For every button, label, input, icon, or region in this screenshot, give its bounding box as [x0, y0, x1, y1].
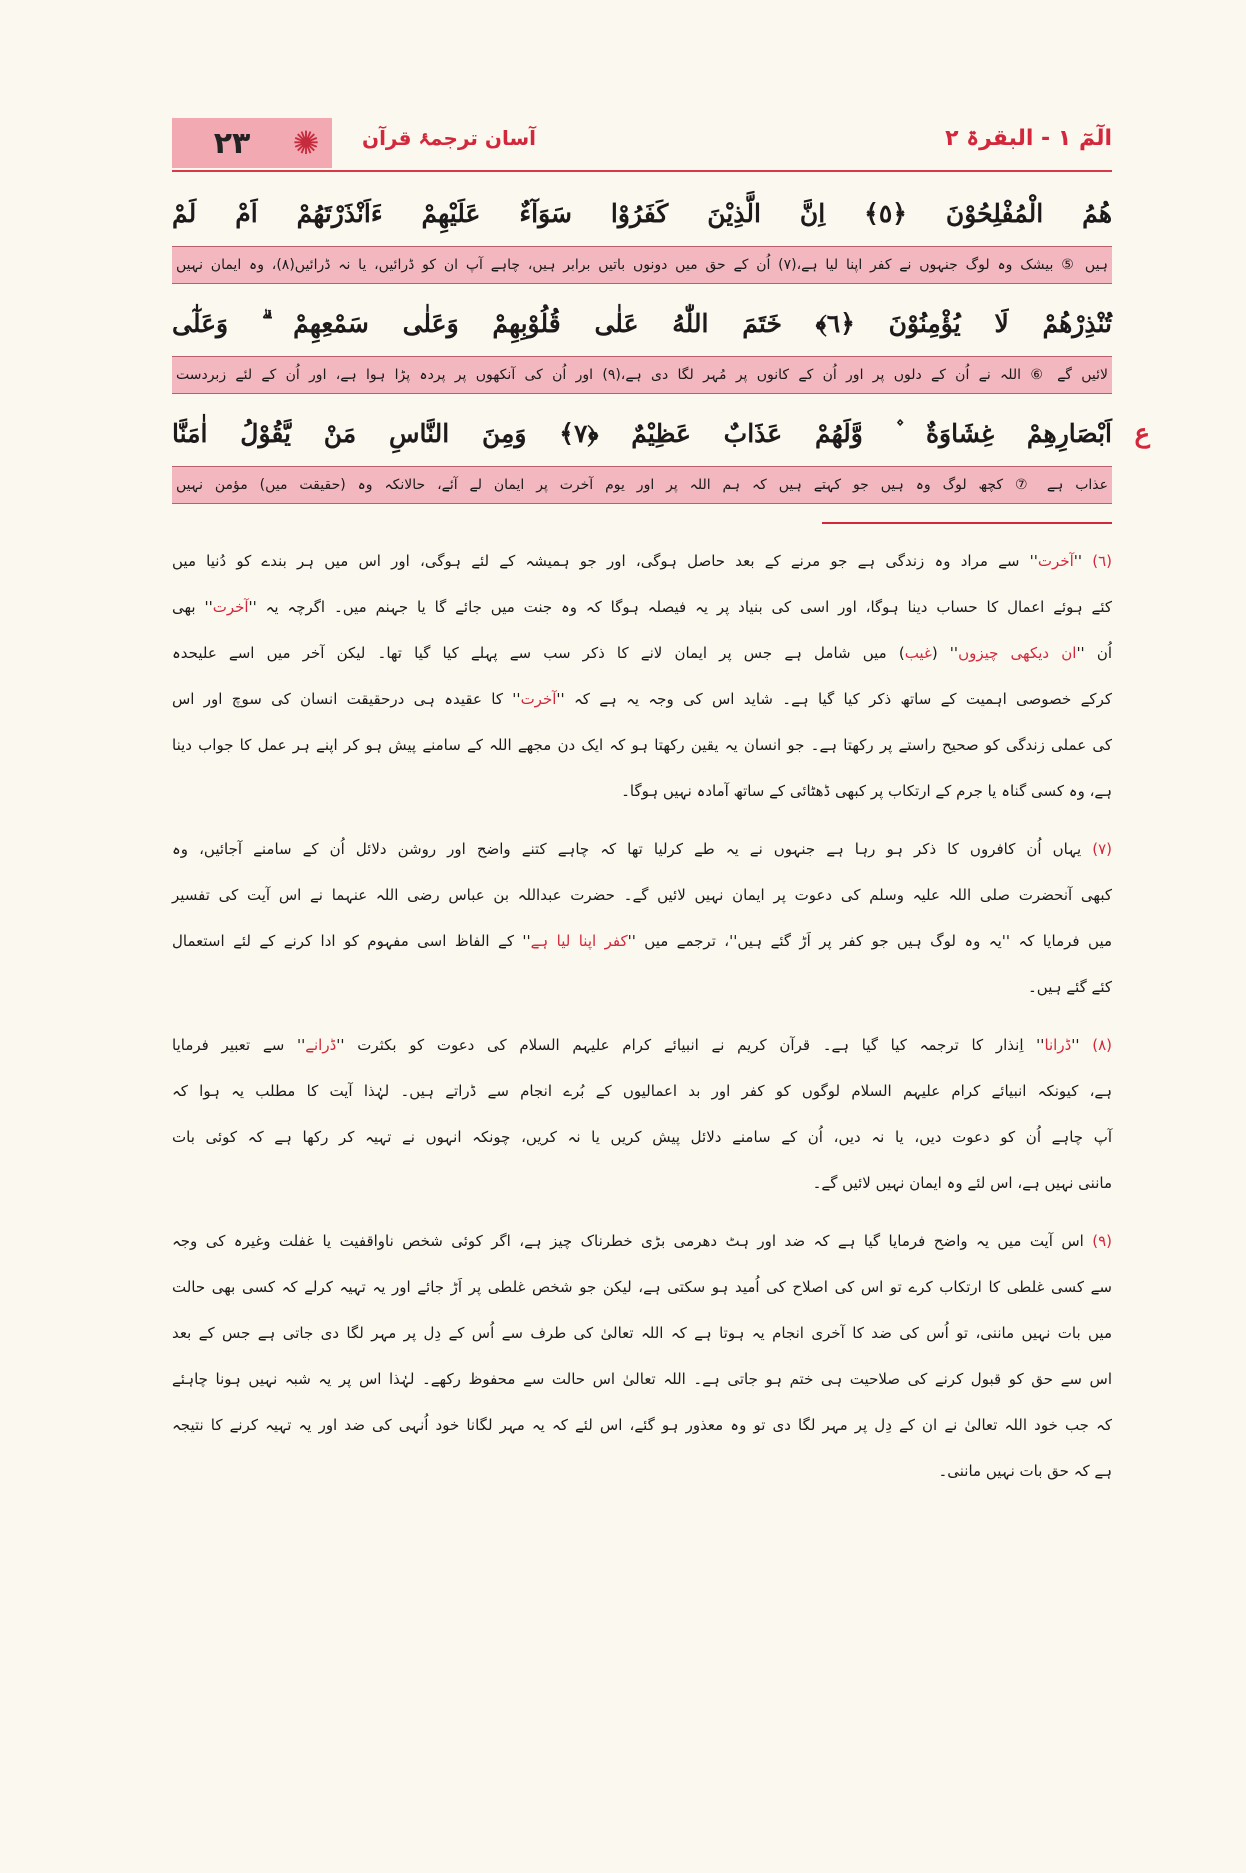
footnote-text: اس سے حق کو قبول کرنے کی صلاحیت ہی ختم ہو جاتی ہے۔ اللہ تعالیٰ اس حالت سے محفوظ رکھے۔ لہٰذا اس پر یہ شبہ نہیں ہونا چاہئے [172, 1370, 1112, 1388]
highlighted-term: غیب [904, 644, 932, 662]
arabic-verse-line: تُنْذِرْهُمْ لَا يُؤْمِنُوْنَ ﴿٦﴾ خَتَمَ اللّٰهُ عَلٰى قُلُوْبِهِمْ وَعَلٰى سَمْعِهِمْ ۗ وَعَلٰٓى [172, 309, 1112, 338]
footnote-line [172, 1356, 1112, 1402]
highlighted-term: (٦) [1092, 552, 1112, 570]
page-header [172, 118, 1112, 172]
footnote-line [172, 1160, 1112, 1206]
footnote-paragraph [172, 826, 1112, 1010]
footnote-text: '' کا عقیدہ ہی درحقیقت انسان کی سوچ اور اس [172, 690, 521, 708]
highlighted-term: آخرت [212, 598, 249, 616]
footnote-text: کبھی آنحضرت صلی اللہ علیہ وسلم کی دعوت پر ایمان نہیں لائیں گے۔ حضرت عبداللہ بن عباس رضی اللہ عنہما نے اس آیت کی تفسیر [172, 886, 1112, 904]
footnote-text: یہاں اُن کافروں کا ذکر ہو رہا ہے جنہوں نے یہ طے کرلیا تھا کہ چاہے کتنے واضح اور روشن دلائل اُن کے سامنے آجائیں، وہ [172, 840, 1093, 858]
footnote-text: آپ چاہے اُن کو دعوت دیں، یا نہ دیں، اُن کے سامنے دلائل پیش کریں یا نہ کریں، چونکہ انہوں نے تہیہ کر رکھا ہے کہ کوئی بات [172, 1128, 1112, 1146]
footnote-line [172, 584, 1112, 630]
footnote-line [172, 722, 1112, 768]
surah-title: الٓمٓ ١ - البقرۃ ٢ [945, 126, 1112, 151]
footnote-paragraph [172, 538, 1112, 814]
translation-line: عذاب ہے ⑦ کچھ لوگ وہ ہیں جو کہتے ہیں کہ ہم اللہ پر اور یوم آخرت پر ایمان لے آئے، حالانکہ وہ (حقیقت میں) مؤمن نہیں [172, 466, 1112, 504]
footnote-text: '' سے مراد وہ زندگی ہے جو مرنے کے بعد حاصل ہوگی، اور جو ہمیشہ کے لئے ہوگی، اور اس میں ہر بندے کو دُنیا میں [172, 552, 1038, 570]
footnote-line [172, 630, 1112, 676]
footnote-text: ہے کہ حق بات نہیں ماننی۔ [938, 1462, 1112, 1480]
footnote-line [172, 1114, 1112, 1160]
footnote-text: کئے گئے ہیں۔ [1028, 978, 1112, 996]
translation-line: ہیں ⑤ بیشک وہ لوگ جنہوں نے کفر اپنا لیا ہے،(٧) اُن کے حق میں دونوں باتیں برابر ہیں، چاہے آپ ان کو ڈرائیں، یا نہ ڈرائیں(٨)، وہ ایمان نہیں [172, 246, 1112, 284]
arabic-verse-text: اَبْصَارِهِمْ غِشَاوَةٌ ۫ وَّلَهُمْ عَذَابٌ عَظِيْمٌ ﴿٧﴾ وَمِنَ النَّاسِ مَنْ يَّقُوْلُ اٰمَنَّا [172, 419, 1112, 448]
highlighted-term: آخرت [1037, 552, 1074, 570]
highlighted-term: کفر اپنا لیا ہے [530, 932, 628, 950]
footnote-text: '' سے تعبیر فرمایا [172, 1036, 306, 1054]
page-number-text: ٢٣ [213, 125, 251, 161]
footnote-text: میں فرمایا کہ ''یہ وہ لوگ ہیں جو کفر پر اَڑ گئے ہیں''، ترجمے میں '' [627, 932, 1112, 950]
footnote-line [172, 964, 1112, 1010]
footnote-text: میں بات نہیں ماننی، تو اُس کی ضد کا آخری انجام یہ ہوتا ہے کہ اللہ تعالیٰ کی طرف سے اُس کے دِل پر مہر لگا دی جاتی ہے جس کے بعد [172, 1324, 1112, 1342]
ornament-icon: ✺ [292, 124, 320, 162]
footnote-text: ماننی نہیں ہے، اس لئے وہ ایمان نہیں لائیں گے۔ [812, 1174, 1112, 1192]
footnote-text: کئے ہوئے اعمال کا حساب دینا ہوگا، اور اسی کی بنیاد پر یہ فیصلہ ہوگا کہ وہ جنت میں جائے گا یا جہنم میں۔ اگرچہ یہ '' [248, 598, 1113, 616]
footnote-line [172, 1264, 1112, 1310]
highlighted-term: ڈرانا [1044, 1036, 1072, 1054]
footnote-text: '' اِنذار کا ترجمہ کیا گیا ہے۔ قرآن کریم نے انبیائے کرام علیہم السلام کی دعوت کو بکثرت '' [336, 1036, 1045, 1054]
footnote-line [172, 872, 1112, 918]
footnote-line [172, 1402, 1112, 1448]
footnote-text: کرکے خصوصی اہمیت کے ساتھ ذکر کیا گیا ہے۔ شاید اس کی وجہ یہ ہے کہ '' [556, 690, 1112, 708]
footnote-line [172, 826, 1112, 872]
footnote-line [172, 1448, 1112, 1494]
footnote-line [172, 918, 1112, 964]
footnote-line [172, 676, 1112, 722]
footnote-paragraph [172, 1022, 1112, 1206]
highlighted-term: آخرت [520, 690, 557, 708]
footnote-text: '' [1073, 552, 1093, 570]
footnote-text: ہے، وہ کسی گناہ یا جرم کے ارتکاب پر کبھی ڈھٹائی کے ساتھ آمادہ نہیں ہوگا۔ [621, 782, 1112, 800]
footnote-paragraph [172, 1218, 1112, 1494]
ruku-marker: ع [1134, 419, 1150, 449]
footnote-line [172, 1068, 1112, 1114]
arabic-verse-line [172, 402, 1150, 466]
footnote-text: سے کسی غلطی کا ارتکاب کرے تو اس کی اصلاح کی اُمید ہو سکتی ہے، لیکن جو شخص غلطی پر اَڑ جائے اور یہ تہیہ کرلے کہ کسی بھی حالت [172, 1278, 1112, 1296]
footnote-text: '' [1071, 1036, 1093, 1054]
footnote-line [172, 538, 1112, 584]
highlighted-term: ڈرانے [305, 1036, 337, 1054]
page-body [172, 182, 1150, 1506]
highlighted-term: ان دیکھی چیزوں [958, 644, 1077, 662]
footnote-text: اُن '' [1076, 644, 1113, 662]
footnote-text: اس آیت میں یہ واضح فرمایا گیا ہے کہ ضد اور ہٹ دھرمی بڑی خطرناک چیز ہے، اگر کوئی شخص ناواقفیت یا غفلت وغیرہ کی وجہ [172, 1232, 1093, 1250]
footnote-text: '' بھی [172, 598, 213, 616]
footnote-text: ہے، کیونکہ انبیائے کرام علیہم السلام لوگوں کو کفر اور بد اعمالیوں کے بُرے انجام سے ڈراتے ہیں۔ لہٰذا آیت کا مطلب یہ ہوا کہ [172, 1082, 1112, 1100]
footnote-text: کہ جب خود اللہ تعالیٰ نے ان کے دِل پر مہر لگا دی تو وہ معذور ہو گئے، اس لئے کہ یہ مہر لگانا خود اُنہی کی ضد اور یہ تہیہ کرنے کا نتیجہ [172, 1416, 1112, 1434]
footnote-text: '' ( [931, 644, 959, 662]
footnote-line [172, 768, 1112, 814]
arabic-verse-line: هُمُ الْمُفْلِحُوْنَ ﴿٥﴾ اِنَّ الَّذِيْنَ كَفَرُوْا سَوَآءٌ عَلَيْهِمْ ءَاَنْذَرْتَهُمْ اَمْ لَمْ [172, 199, 1112, 228]
footnote-text: کی عملی زندگی کو صحیح راستے پر رکھتا ہے۔ جو انسان یہ یقین رکھتا ہو کہ ایک دن مجھے اللہ کے سامنے پیش ہو کر اپنے ہر عمل کا جواب دینا [172, 736, 1112, 754]
highlighted-term: (٧) [1092, 840, 1112, 858]
highlighted-term: (٩) [1092, 1232, 1112, 1250]
book-title: آسان ترجمۂ قرآن [362, 126, 536, 150]
footnote-line [172, 1310, 1112, 1356]
divider [822, 522, 1112, 524]
footnote-line [172, 1022, 1112, 1068]
footnotes [172, 538, 1112, 1494]
footnote-text: ) میں شامل ہے جس پر ایمان لانے کا ذکر سب سے پہلے کیا گیا تھا۔ لیکن آخر میں اسے علیحدہ [172, 644, 905, 662]
highlighted-term: (٨) [1092, 1036, 1112, 1054]
footnote-line [172, 1218, 1112, 1264]
footnote-text: '' کے الفاظ اسی مفہوم کو ادا کرنے کے لئے استعمال [172, 932, 531, 950]
translation-line: لائیں گے ⑥ اللہ نے اُن کے دلوں پر اور اُن کے کانوں پر مُہر لگا دی ہے،(٩) اور اُن کی آنکھوں پر پردہ پڑا ہوا ہے، اور اُن کے لئے زبردست [172, 356, 1112, 394]
